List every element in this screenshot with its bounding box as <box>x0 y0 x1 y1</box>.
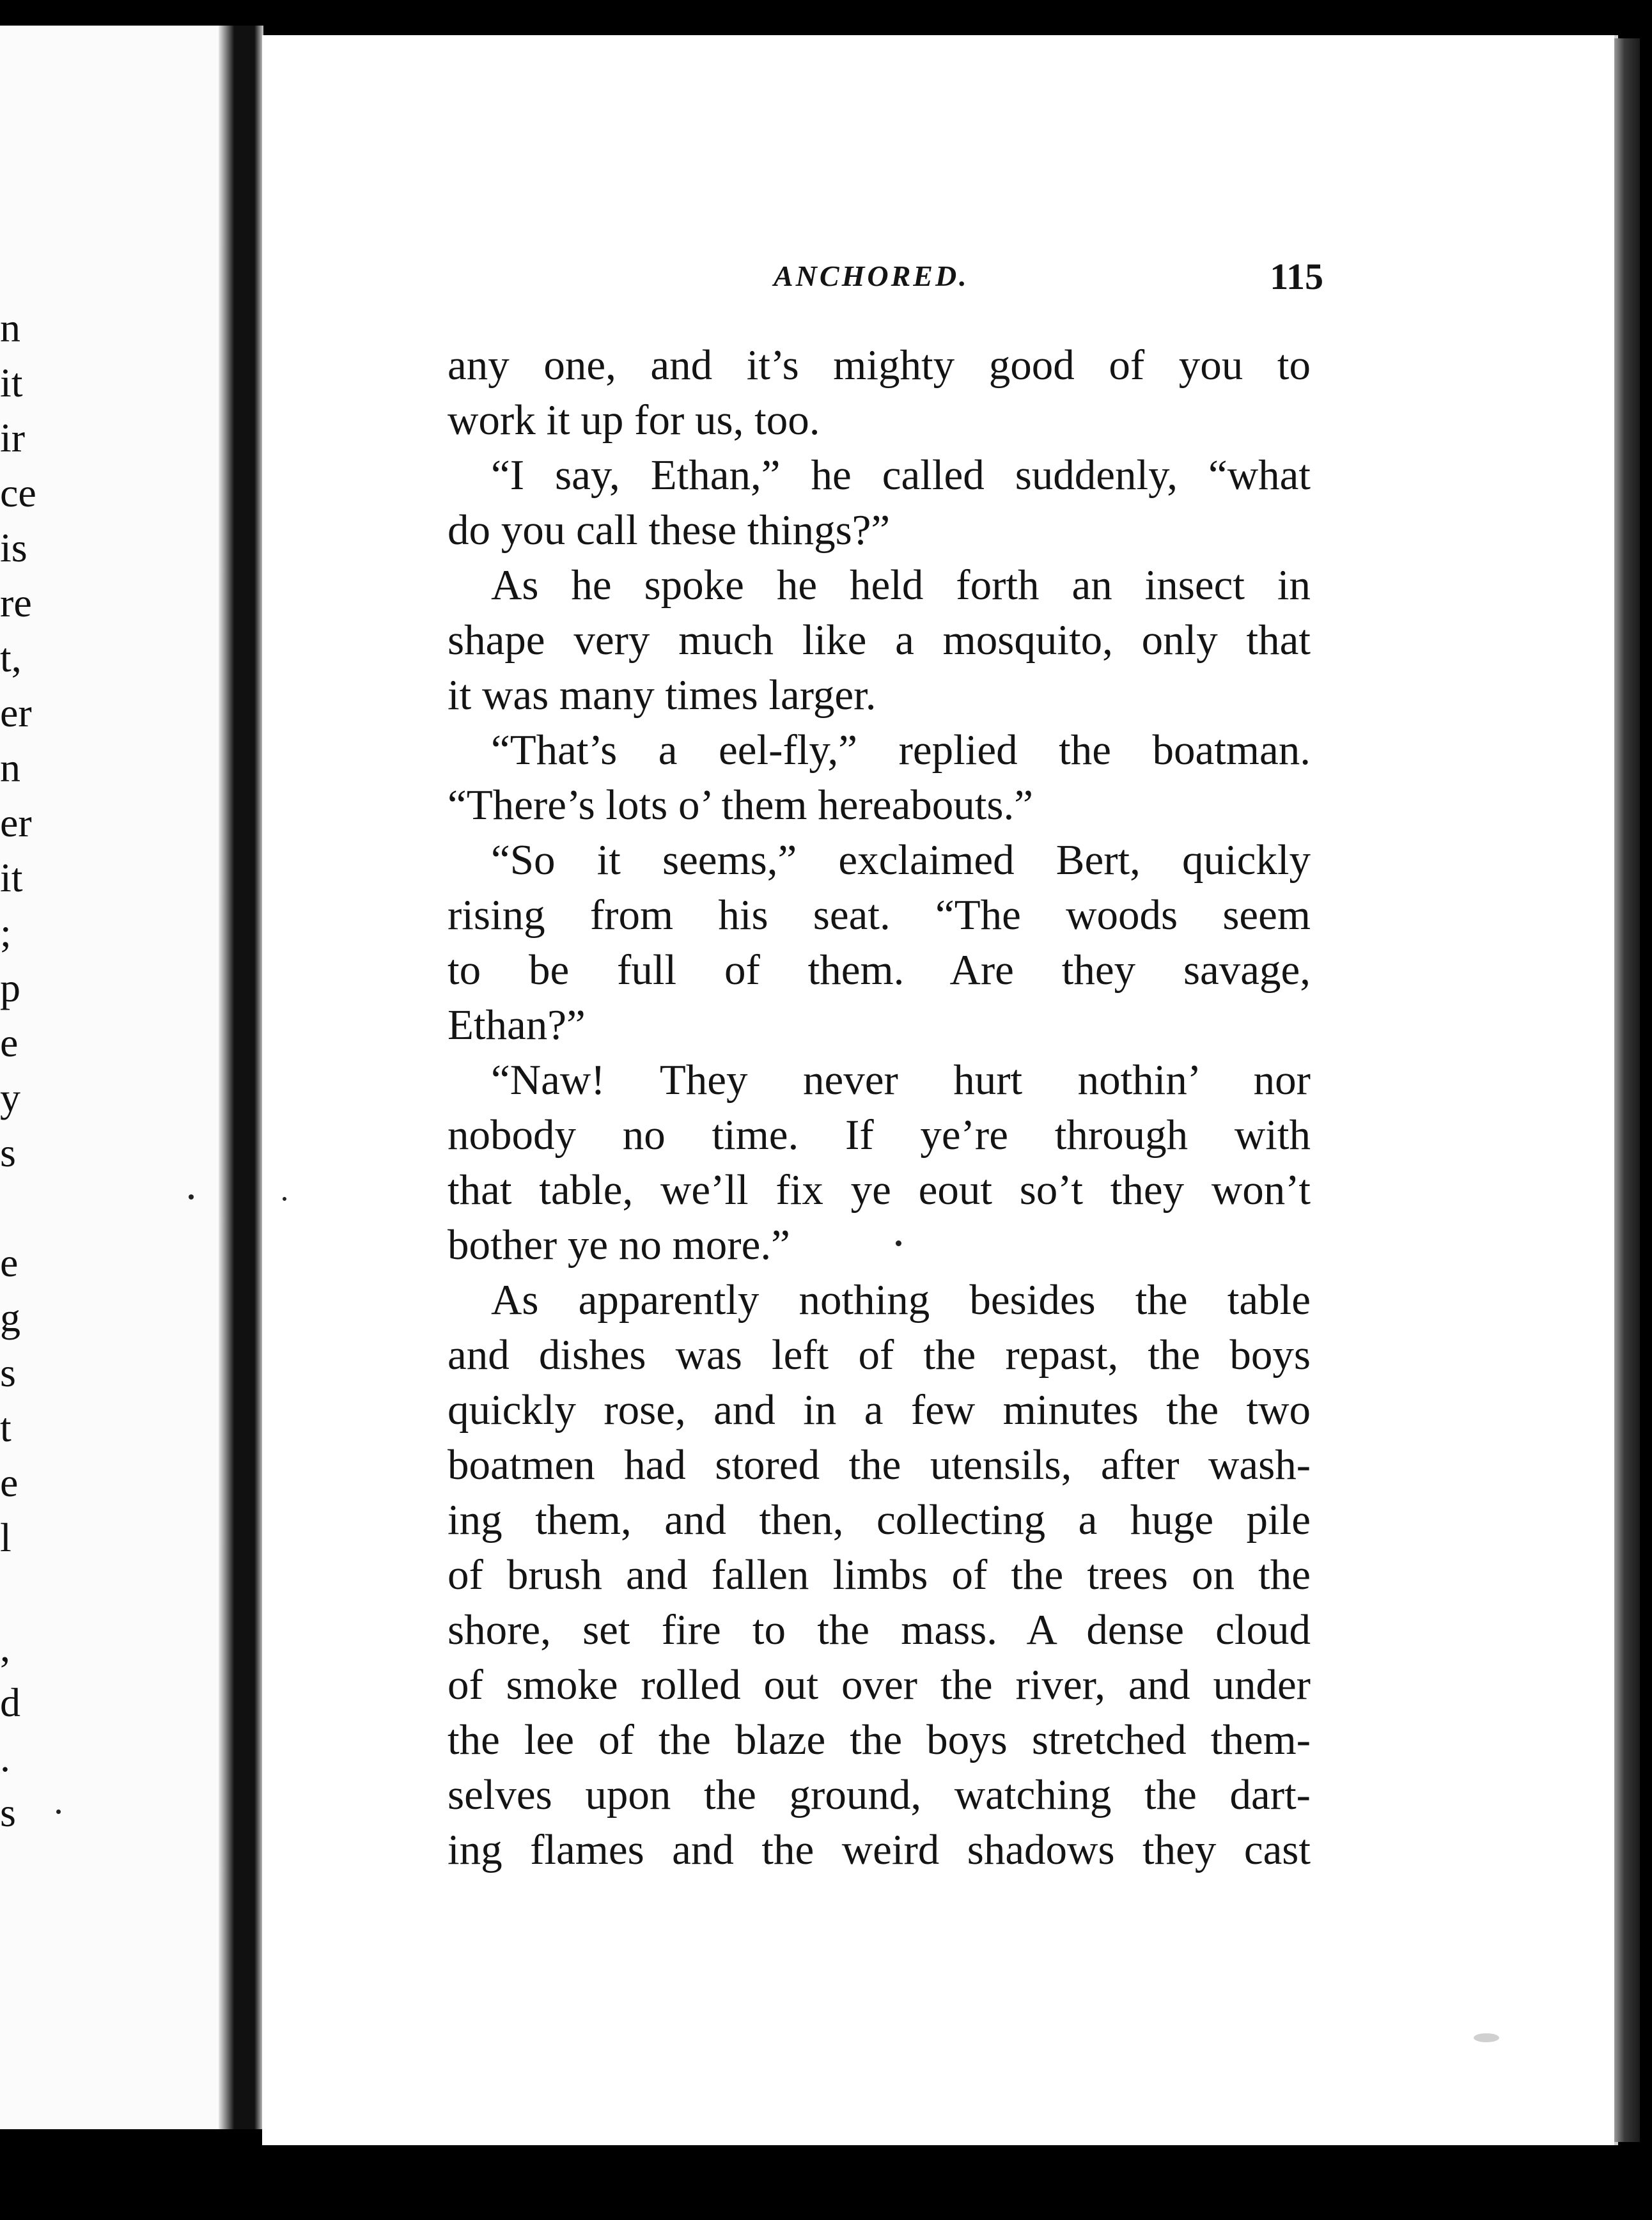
text-line: “I say, Ethan,” he called suddenly, “what <box>491 451 1311 499</box>
left-page-fragment: s <box>0 1350 16 1395</box>
left-page-fragment: n <box>0 745 20 790</box>
text-line: ing flames and the weird shadows they cast <box>448 1826 1311 1873</box>
text-line: “There’s lots o’ them hereabouts.” <box>448 781 1033 829</box>
scan-speck <box>189 1194 194 1200</box>
left-page-fragment: er <box>0 800 32 845</box>
left-page-fragment: d <box>0 1680 20 1725</box>
left-page-fragment: it <box>0 360 23 405</box>
left-page-fragment: s <box>0 1790 16 1835</box>
left-page-fragment: n <box>0 305 20 350</box>
text-line: nobody no time. If ye’re through with <box>448 1111 1311 1159</box>
text-line: it was many times larger. <box>448 671 877 719</box>
left-page-fragment: s <box>0 1130 16 1175</box>
left-page-fragment: ir <box>0 415 26 460</box>
text-line: and dishes was left of the repast, the boys <box>448 1331 1311 1379</box>
text-line: Ethan?” <box>448 1001 586 1049</box>
scan-speck <box>896 1240 901 1246</box>
text-line: that table, we’ll fix ye eout so’t they won’t <box>448 1166 1311 1214</box>
text-line: work it up for us, too. <box>448 396 820 444</box>
left-page-fragment: ce <box>0 470 36 515</box>
left-page-fragment: is <box>0 525 27 570</box>
scan-speck <box>1474 2033 1499 2042</box>
book-gutter <box>219 26 263 2129</box>
text-line: shape very much like a mosquito, only that <box>448 616 1311 664</box>
text-line: “That’s a eel-fly,” replied the boatman. <box>491 726 1311 774</box>
page-edge-shadow <box>1614 38 1640 2142</box>
text-line: bother ye no more.” <box>448 1221 790 1269</box>
text-line: “Naw! They never hurt nothin’ nor <box>491 1056 1311 1104</box>
left-page-fragment: er <box>0 690 32 735</box>
text-line: boatmen had stored the utensils, after wash- <box>448 1441 1311 1489</box>
text-line: As he spoke he held forth an insect in <box>491 561 1311 609</box>
left-page-fragment: t <box>0 1405 12 1450</box>
left-page-fragment: , <box>0 1625 10 1670</box>
left-page-fragment <box>0 1180 32 1235</box>
left-page-fragment: e <box>0 1240 19 1285</box>
left-page-fragment: ; <box>0 910 12 955</box>
text-line: the lee of the blaze the boys stretched them- <box>448 1716 1311 1763</box>
text-line: to be full of them. Are they savage, <box>448 946 1311 994</box>
left-page-fragment: e <box>0 1020 19 1065</box>
text-line: selves upon the ground, watching the dart- <box>448 1771 1311 1818</box>
text-line: any one, and it’s mighty good of you to <box>448 341 1311 389</box>
text-line: As apparently nothing besides the table <box>491 1276 1311 1324</box>
left-page-fragment: re <box>0 580 32 625</box>
scan-speck <box>56 1810 61 1814</box>
left-page-fragment <box>0 1565 32 1620</box>
text-line: “So it seems,” exclaimed Bert, quickly <box>491 836 1311 884</box>
left-page-fragment: y <box>0 1075 20 1120</box>
text-line: quickly rose, and in a few minutes the two <box>448 1386 1311 1434</box>
left-page-fragment: t, <box>0 635 22 680</box>
text-line: shore, set fire to the mass. A dense cloud <box>448 1606 1311 1653</box>
left-facing-page <box>0 26 239 2129</box>
page-body-text <box>448 338 1311 1877</box>
text-line: rising from his seat. “The woods seem <box>448 891 1311 939</box>
left-page-fragment: p <box>0 965 20 1010</box>
text-line: of smoke rolled out over the river, and under <box>448 1661 1311 1708</box>
text-line: do you call these things?” <box>448 506 891 554</box>
left-page-fragment: it <box>0 855 23 900</box>
page-number: 115 <box>1270 256 1323 297</box>
left-page-fragment: l <box>0 1515 12 1560</box>
running-head: ANCHORED. <box>774 260 969 292</box>
left-page-fragment: e <box>0 1460 19 1505</box>
scan-speck <box>283 1197 286 1201</box>
left-page-fragment: g <box>0 1295 20 1340</box>
text-line: of brush and fallen limbs of the trees on the <box>448 1551 1311 1599</box>
page-header <box>774 256 1323 310</box>
text-line: ing them, and then, collecting a huge pile <box>448 1496 1311 1544</box>
left-page-fragment: . <box>0 1735 10 1780</box>
left-page-text-fragments <box>0 301 36 1840</box>
